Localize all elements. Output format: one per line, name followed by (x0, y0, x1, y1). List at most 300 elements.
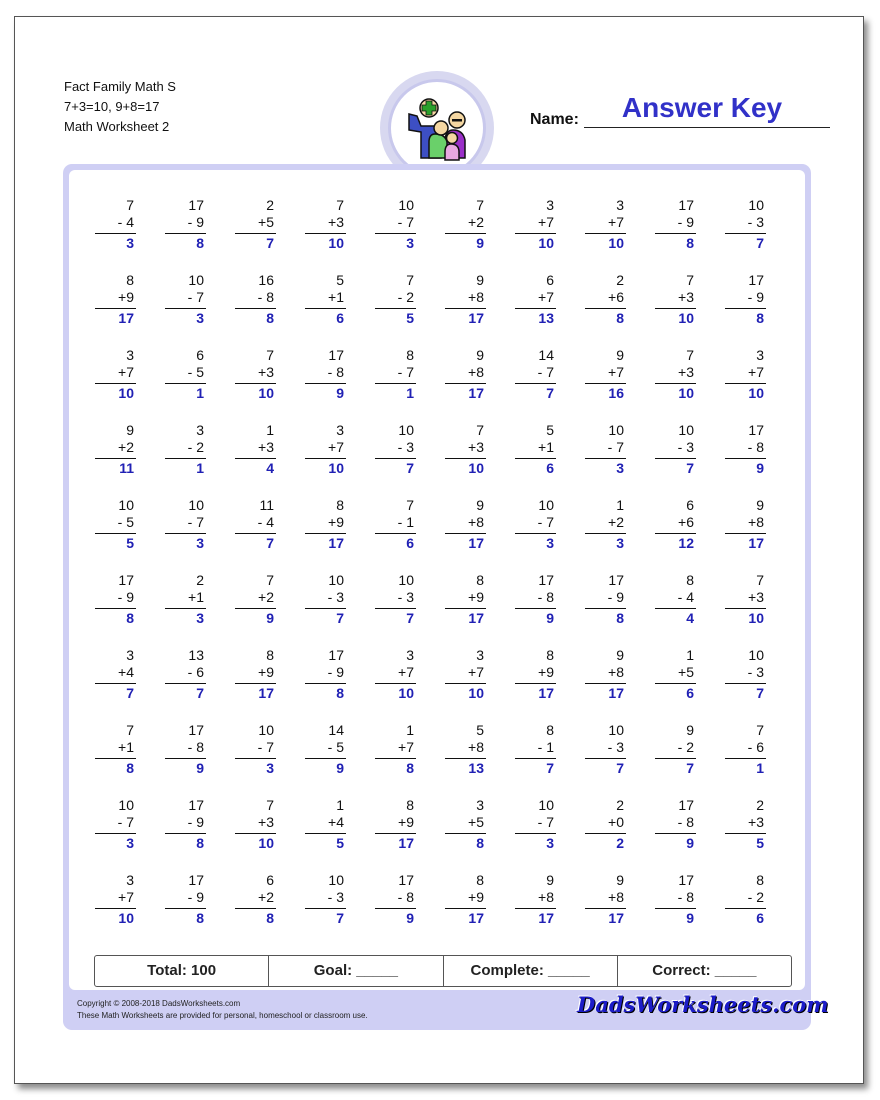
problem-operator-number: +9 (118, 289, 134, 305)
problem-operator-number: - 4 (117, 214, 134, 230)
math-problem (723, 497, 769, 553)
math-problem (443, 347, 489, 403)
math-problem (303, 272, 349, 328)
problem-answer: 4 (686, 610, 694, 626)
problem-operator-number: - 8 (677, 889, 694, 905)
problem-answer: 10 (608, 235, 624, 251)
math-problem (583, 572, 629, 628)
problem-top-number: 1 (686, 647, 694, 663)
problem-operator-number: +4 (118, 664, 134, 680)
math-problem (233, 647, 279, 703)
problem-answer: 8 (756, 310, 764, 326)
math-problem (443, 647, 489, 703)
math-problem (303, 197, 349, 253)
problem-operator-number: +3 (748, 589, 764, 605)
answer-line (165, 308, 206, 309)
problem-operator-number: +5 (258, 214, 274, 230)
problem-operator-number: - 8 (257, 289, 274, 305)
math-problem (163, 797, 209, 853)
problem-answer: 8 (196, 910, 204, 926)
problem-top-number: 7 (406, 497, 414, 513)
math-problem (653, 722, 699, 778)
math-problem (513, 422, 559, 478)
answer-line (515, 533, 556, 534)
math-problem (443, 572, 489, 628)
answer-line (375, 233, 416, 234)
problem-operator-number: +4 (328, 814, 344, 830)
answer-line (375, 833, 416, 834)
answer-line (585, 458, 626, 459)
answer-line (725, 533, 766, 534)
problem-grid (93, 197, 793, 937)
problem-top-number: 3 (476, 797, 484, 813)
answer-line (515, 758, 556, 759)
math-problem (513, 722, 559, 778)
answer-line (375, 383, 416, 384)
problem-top-number: 10 (188, 497, 204, 513)
problem-top-number: 7 (476, 197, 484, 213)
problem-answer: 17 (468, 385, 484, 401)
problem-answer: 11 (119, 460, 134, 476)
math-problem (373, 497, 419, 553)
answer-line (585, 908, 626, 909)
math-problem (513, 497, 559, 553)
problem-operator-number: - 5 (117, 514, 134, 530)
answer-line (375, 533, 416, 534)
problem-operator-number: +6 (608, 289, 624, 305)
math-problem (93, 197, 139, 253)
problem-operator-number: - 6 (187, 664, 204, 680)
problem-answer: 10 (118, 385, 134, 401)
problem-operator-number: - 7 (187, 289, 204, 305)
answer-line (445, 833, 486, 834)
problem-operator-number: +9 (258, 664, 274, 680)
problem-operator-number: +9 (468, 889, 484, 905)
math-problem (233, 422, 279, 478)
answer-line (515, 683, 556, 684)
problem-answer: 8 (126, 610, 134, 626)
problem-operator-number: +1 (188, 589, 204, 605)
answer-line (725, 383, 766, 384)
math-problem (723, 872, 769, 928)
problem-top-number: 10 (328, 572, 344, 588)
problem-answer: 10 (748, 385, 764, 401)
answer-line (515, 908, 556, 909)
problem-top-number: 6 (686, 497, 694, 513)
answer-line (585, 758, 626, 759)
math-problem (443, 422, 489, 478)
problem-answer: 5 (756, 835, 764, 851)
problem-top-number: 9 (476, 347, 484, 363)
problem-top-number: 6 (266, 872, 274, 888)
problem-answer: 12 (678, 535, 694, 551)
problem-answer: 3 (546, 535, 554, 551)
problem-answer: 3 (196, 610, 204, 626)
problem-top-number: 1 (616, 497, 624, 513)
math-problem (583, 272, 629, 328)
answer-line (655, 608, 696, 609)
math-problem (373, 647, 419, 703)
problem-top-number: 2 (266, 197, 274, 213)
math-problem (443, 722, 489, 778)
problem-answer: 1 (196, 385, 204, 401)
problem-top-number: 7 (266, 572, 274, 588)
math-problem (233, 797, 279, 853)
answer-line (515, 233, 556, 234)
problem-top-number: 7 (126, 722, 134, 738)
brand-logo: DadsWorksheets.com (577, 992, 829, 1017)
problem-answer: 3 (266, 760, 274, 776)
math-problem (373, 272, 419, 328)
problem-answer: 8 (196, 835, 204, 851)
math-problem (303, 497, 349, 553)
math-problem (93, 797, 139, 853)
problem-top-number: 16 (258, 272, 274, 288)
problem-top-number: 3 (756, 347, 764, 363)
problem-operator-number: +7 (328, 439, 344, 455)
problem-top-number: 7 (406, 272, 414, 288)
problem-answer: 10 (328, 235, 344, 251)
problem-answer: 7 (686, 760, 694, 776)
problem-operator-number: +8 (468, 364, 484, 380)
problem-answer: 7 (756, 235, 764, 251)
problem-top-number: 7 (686, 272, 694, 288)
answer-line (725, 758, 766, 759)
problem-answer: 7 (406, 460, 414, 476)
problem-top-number: 3 (126, 872, 134, 888)
fact-family-people-icon (388, 79, 486, 177)
answer-line (95, 308, 136, 309)
math-problem (723, 797, 769, 853)
math-problem (653, 497, 699, 553)
math-problem (373, 572, 419, 628)
problem-top-number: 8 (546, 722, 554, 738)
math-problem (723, 197, 769, 253)
answer-line (725, 908, 766, 909)
problem-operator-number: +3 (678, 364, 694, 380)
problem-answer: 13 (538, 310, 554, 326)
problem-answer: 8 (616, 610, 624, 626)
answer-line (95, 233, 136, 234)
problem-answer: 17 (118, 310, 134, 326)
problem-answer: 10 (468, 460, 484, 476)
problem-answer: 17 (468, 910, 484, 926)
problem-answer: 10 (678, 385, 694, 401)
problem-top-number: 11 (259, 497, 274, 513)
problem-top-number: 17 (678, 797, 694, 813)
problem-answer: 4 (266, 460, 274, 476)
problem-answer: 7 (546, 760, 554, 776)
answer-line (375, 908, 416, 909)
problem-operator-number: +1 (118, 739, 134, 755)
problem-answer: 8 (196, 235, 204, 251)
problem-top-number: 10 (188, 272, 204, 288)
problem-top-number: 5 (336, 272, 344, 288)
math-problem (583, 197, 629, 253)
problem-answer: 10 (118, 910, 134, 926)
answer-line (305, 533, 346, 534)
problem-operator-number: - 3 (607, 739, 624, 755)
math-problem (93, 872, 139, 928)
answer-line (655, 233, 696, 234)
problem-answer: 10 (538, 235, 554, 251)
problem-operator-number: +9 (328, 514, 344, 530)
problem-operator-number: +2 (608, 514, 624, 530)
problem-top-number: 6 (546, 272, 554, 288)
problem-answer: 9 (476, 235, 484, 251)
answer-line (165, 458, 206, 459)
math-problem (653, 347, 699, 403)
problem-operator-number: - 7 (187, 514, 204, 530)
problem-top-number: 3 (476, 647, 484, 663)
answer-line (165, 833, 206, 834)
problem-operator-number: +5 (468, 814, 484, 830)
math-problem (163, 347, 209, 403)
answer-line (165, 683, 206, 684)
answer-line (95, 833, 136, 834)
answer-line (725, 308, 766, 309)
problem-top-number: 5 (476, 722, 484, 738)
answer-line (235, 908, 276, 909)
problem-answer: 3 (546, 835, 554, 851)
problem-top-number: 9 (616, 647, 624, 663)
problem-operator-number: - 2 (677, 739, 694, 755)
math-problem (443, 197, 489, 253)
problem-operator-number: - 9 (187, 814, 204, 830)
problem-operator-number: +2 (258, 889, 274, 905)
problem-top-number: 7 (476, 422, 484, 438)
math-problem (303, 647, 349, 703)
math-problem (513, 572, 559, 628)
answer-line (305, 233, 346, 234)
math-problem (583, 647, 629, 703)
problem-answer: 17 (468, 310, 484, 326)
problem-answer: 13 (468, 760, 484, 776)
goal-field: Goal: _____ (269, 956, 443, 986)
problem-operator-number: - 4 (677, 589, 694, 605)
problem-operator-number: +7 (118, 889, 134, 905)
worksheet-title (64, 77, 176, 137)
answer-line (585, 308, 626, 309)
problem-top-number: 1 (406, 722, 414, 738)
math-problem (513, 647, 559, 703)
problem-frame (63, 164, 829, 1030)
problem-operator-number: +6 (678, 514, 694, 530)
math-problem (93, 722, 139, 778)
problem-answer: 8 (266, 910, 274, 926)
problem-answer: 3 (126, 235, 134, 251)
math-problem (163, 722, 209, 778)
problem-operator-number: - 2 (747, 889, 764, 905)
answer-line (585, 383, 626, 384)
answer-line (375, 458, 416, 459)
math-problem (233, 272, 279, 328)
problem-answer: 3 (406, 235, 414, 251)
problem-answer: 7 (546, 385, 554, 401)
answer-line (305, 458, 346, 459)
answer-line (725, 833, 766, 834)
answer-line (235, 608, 276, 609)
problem-answer: 5 (126, 535, 134, 551)
answer-line (655, 833, 696, 834)
answer-line (445, 758, 486, 759)
problem-operator-number: - 4 (257, 514, 274, 530)
answer-line (305, 908, 346, 909)
math-problem (653, 422, 699, 478)
answer-line (305, 758, 346, 759)
problem-operator-number: - 8 (747, 439, 764, 455)
problem-operator-number: +2 (468, 214, 484, 230)
math-problem (373, 797, 419, 853)
answer-line (235, 308, 276, 309)
answer-line (445, 383, 486, 384)
problem-top-number: 17 (608, 572, 624, 588)
problem-top-number: 10 (538, 797, 554, 813)
answer-line (585, 683, 626, 684)
math-problem (303, 797, 349, 853)
problem-operator-number: +3 (678, 289, 694, 305)
problem-operator-number: - 9 (747, 289, 764, 305)
math-problem (513, 272, 559, 328)
problem-operator-number: - 9 (327, 664, 344, 680)
problem-answer: 17 (538, 910, 554, 926)
problem-operator-number: - 7 (397, 214, 414, 230)
problem-top-number: 9 (616, 347, 624, 363)
problem-operator-number: +8 (468, 739, 484, 755)
answer-line (375, 308, 416, 309)
problem-operator-number: +8 (748, 514, 764, 530)
problem-answer: 8 (406, 760, 414, 776)
problem-answer: 7 (616, 760, 624, 776)
math-problem (583, 497, 629, 553)
answer-line (445, 608, 486, 609)
answer-line (305, 308, 346, 309)
answer-line (165, 233, 206, 234)
problem-answer: 8 (476, 835, 484, 851)
math-problem (653, 647, 699, 703)
math-problem (653, 197, 699, 253)
problem-top-number: 17 (748, 272, 764, 288)
answer-line (375, 608, 416, 609)
problem-operator-number: - 1 (397, 514, 414, 530)
answer-line (655, 533, 696, 534)
math-problem (373, 872, 419, 928)
problem-operator-number: - 7 (607, 439, 624, 455)
problem-operator-number: +3 (258, 814, 274, 830)
problem-operator-number: - 6 (747, 739, 764, 755)
problem-operator-number: +7 (538, 214, 554, 230)
answer-line (95, 458, 136, 459)
problem-answer: 9 (336, 760, 344, 776)
answer-line (235, 833, 276, 834)
problem-top-number: 13 (188, 647, 204, 663)
problem-answer: 5 (406, 310, 414, 326)
copyright-line: Copyright © 2008-2018 DadsWorksheets.com (77, 999, 241, 1008)
problem-answer: 8 (686, 235, 694, 251)
problem-operator-number: +1 (328, 289, 344, 305)
answer-line (585, 233, 626, 234)
problem-top-number: 8 (546, 647, 554, 663)
problem-top-number: 17 (328, 647, 344, 663)
problem-operator-number: - 5 (187, 364, 204, 380)
problem-operator-number: - 8 (327, 364, 344, 380)
math-problem (443, 272, 489, 328)
problem-operator-number: - 7 (397, 364, 414, 380)
answer-line (305, 683, 346, 684)
problem-answer: 9 (686, 910, 694, 926)
answer-line (655, 383, 696, 384)
problem-answer: 17 (468, 535, 484, 551)
answer-line (655, 908, 696, 909)
answer-line (235, 458, 276, 459)
problem-top-number: 9 (126, 422, 134, 438)
usage-notice: These Math Worksheets are provided for personal, homeschool or classroom use. (77, 1011, 368, 1020)
answer-line (655, 458, 696, 459)
title-line-3: Math Worksheet 2 (64, 119, 170, 134)
problem-top-number: 8 (686, 572, 694, 588)
problem-answer: 10 (258, 385, 274, 401)
problem-top-number: 5 (546, 422, 554, 438)
problem-operator-number: +8 (608, 664, 624, 680)
problem-top-number: 8 (476, 872, 484, 888)
problem-operator-number: - 8 (537, 589, 554, 605)
answer-line (95, 908, 136, 909)
problem-operator-number: - 3 (327, 889, 344, 905)
answer-line (95, 383, 136, 384)
problem-operator-number: +9 (538, 664, 554, 680)
problem-top-number: 3 (126, 347, 134, 363)
answer-line (725, 458, 766, 459)
answer-line (235, 683, 276, 684)
answer-line (585, 608, 626, 609)
problem-answer: 9 (406, 910, 414, 926)
problem-answer: 17 (608, 685, 624, 701)
answer-line (515, 383, 556, 384)
problem-operator-number: +8 (468, 514, 484, 530)
problem-operator-number: - 3 (747, 664, 764, 680)
title-line-2: 7+3=10, 9+8=17 (64, 99, 160, 114)
problem-operator-number: +3 (258, 364, 274, 380)
problem-top-number: 2 (616, 797, 624, 813)
problem-top-number: 3 (616, 197, 624, 213)
math-problem (723, 572, 769, 628)
answer-line (165, 758, 206, 759)
problem-top-number: 8 (406, 797, 414, 813)
problem-top-number: 8 (476, 572, 484, 588)
math-problem (303, 347, 349, 403)
math-problem (653, 272, 699, 328)
problem-top-number: 8 (126, 272, 134, 288)
problem-top-number: 1 (336, 797, 344, 813)
math-problem (443, 872, 489, 928)
problem-operator-number: +3 (328, 214, 344, 230)
problem-operator-number: +1 (538, 439, 554, 455)
math-problem (163, 272, 209, 328)
answer-line (95, 533, 136, 534)
math-problem (373, 722, 419, 778)
math-problem (373, 347, 419, 403)
problem-answer: 8 (336, 685, 344, 701)
problem-answer: 17 (538, 685, 554, 701)
math-problem (723, 722, 769, 778)
math-problem (653, 572, 699, 628)
math-problem (93, 347, 139, 403)
math-problem (163, 197, 209, 253)
answer-line (235, 533, 276, 534)
problem-operator-number: - 9 (117, 589, 134, 605)
problem-operator-number: - 7 (537, 364, 554, 380)
problem-top-number: 7 (336, 197, 344, 213)
